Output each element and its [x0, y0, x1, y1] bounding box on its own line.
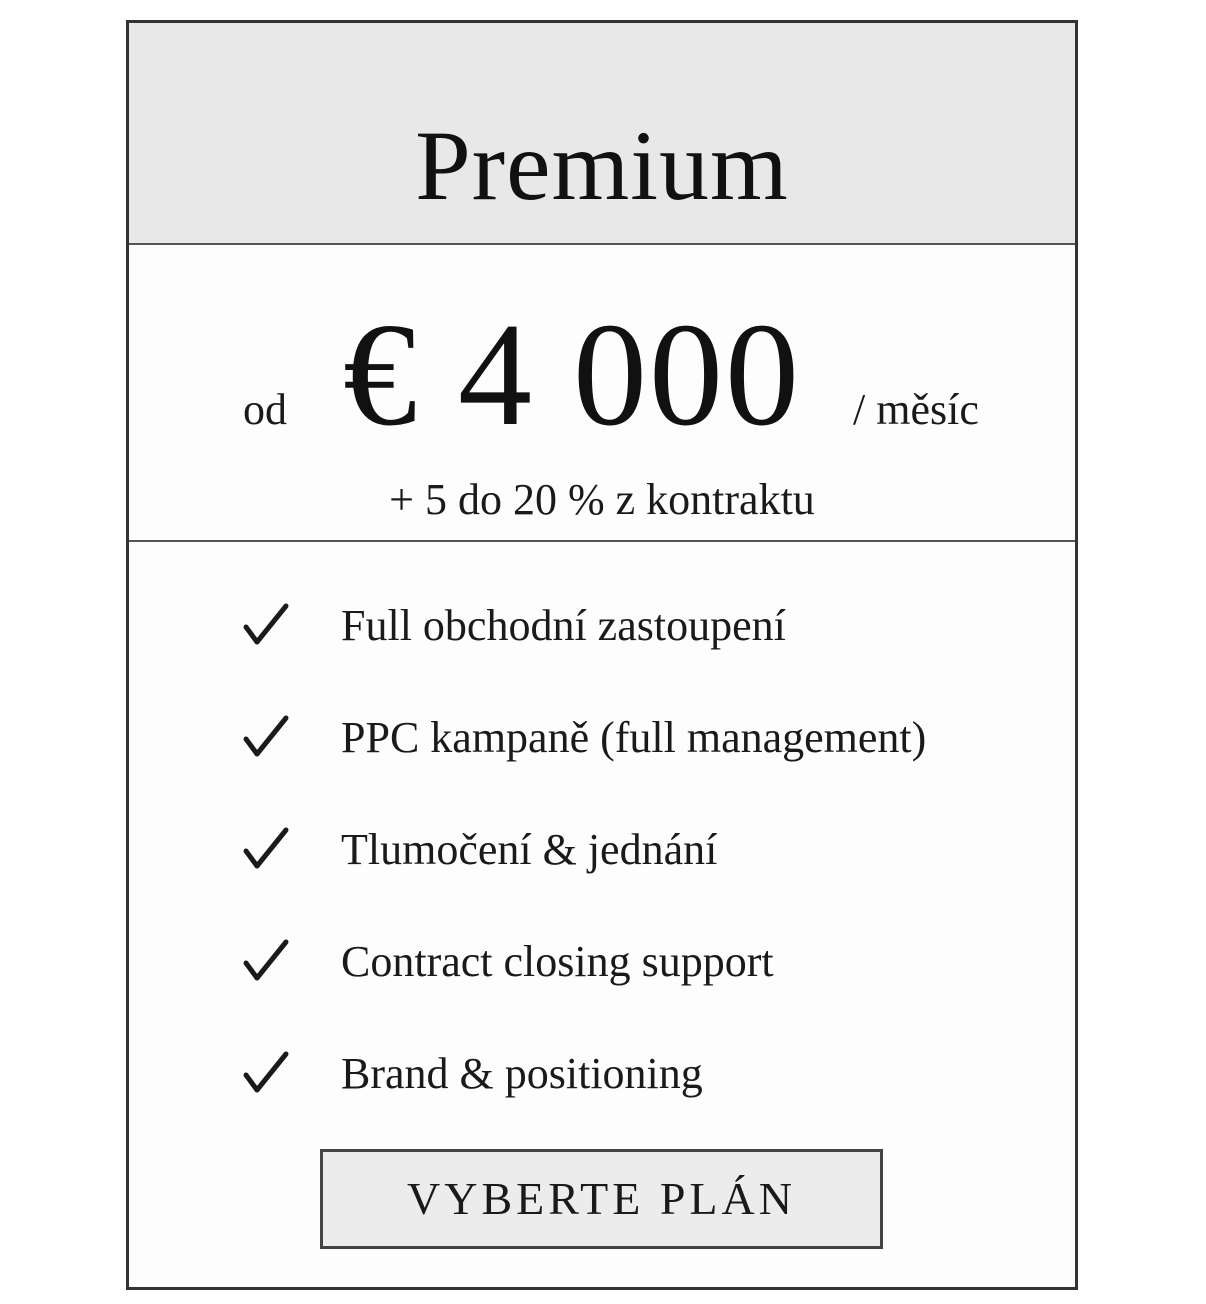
price-amount: € 4 000	[343, 293, 801, 457]
plan-title: Premium	[415, 110, 789, 221]
price-period: / měsíc	[853, 385, 979, 434]
feature-item	[129, 710, 1075, 822]
card-header	[129, 23, 1075, 245]
feature-label: PPC kampaně (full management)	[341, 713, 927, 762]
feature-label: Tlumočení & jednání	[341, 825, 718, 874]
select-plan-button[interactable]: VYBERTE PLÁN	[320, 1149, 883, 1249]
feature-item	[129, 1046, 1075, 1158]
check-icon	[243, 938, 289, 984]
feature-item	[129, 822, 1075, 934]
price-prefix: od	[243, 385, 287, 434]
feature-label: Full obchodní zastoupení	[341, 601, 786, 650]
price-block	[129, 245, 1075, 542]
feature-label: Contract closing support	[341, 937, 774, 986]
price-note: + 5 do 20 % z kontraktu	[389, 475, 815, 524]
feature-list	[129, 598, 1075, 1158]
pricing-card	[126, 20, 1078, 1290]
feature-label: Brand & positioning	[341, 1049, 703, 1098]
feature-item	[129, 598, 1075, 710]
check-icon	[243, 826, 289, 872]
check-icon	[243, 1050, 289, 1096]
feature-item	[129, 934, 1075, 1046]
check-icon	[243, 714, 289, 760]
check-icon	[243, 602, 289, 648]
